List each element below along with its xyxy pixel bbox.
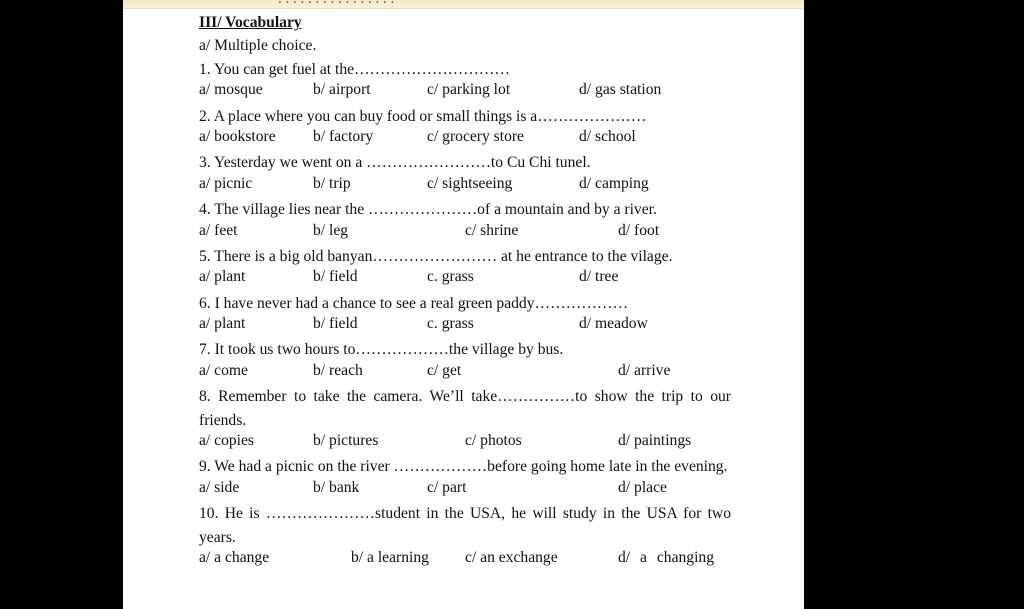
option-c: c. grass: [427, 315, 474, 333]
option-c: c/ an exchange: [465, 549, 558, 567]
question-4-options: [199, 222, 731, 245]
option-a: a/ mosque: [199, 81, 263, 99]
option-a: a/ a change: [199, 549, 270, 567]
question-10-text: 10. He is …………………student in the USA, he will study in the USA for two years.: [199, 505, 731, 546]
option-b: b/ airport: [313, 81, 371, 99]
option-d: d/ tree: [579, 268, 619, 286]
question-3-options: [199, 175, 731, 198]
option-b: b/ pictures: [313, 432, 379, 450]
option-a: a/ plant: [199, 315, 246, 333]
question-5-options: [199, 268, 731, 291]
option-c: c/ shrine: [465, 221, 519, 239]
option-c: c. grass: [427, 268, 474, 286]
option-d: d/ foot: [618, 221, 660, 239]
page-top-edge: [123, 0, 804, 9]
option-c: c/ photos: [465, 432, 522, 450]
option-b: b/ trip: [313, 174, 351, 192]
question-10-options: [199, 549, 731, 572]
option-b: b/ factory: [313, 127, 374, 145]
option-a: a/ plant: [199, 268, 246, 286]
question-9-text: 9. We had a picnic on the river ………………before going home late in the evening.: [199, 458, 728, 476]
option-d: d/ school: [579, 127, 636, 145]
option-a: a/ feet: [199, 221, 238, 239]
option-c: c/ grocery store: [427, 127, 524, 145]
section-title: III/ Vocabulary: [199, 14, 302, 31]
option-d: d/ camping: [579, 174, 649, 192]
question-1-text: 1. You can get fuel at the…………………………: [199, 60, 510, 78]
option-c: c/ parking lot: [427, 81, 511, 99]
question-8-text: 8. Remember to take the camera. We’ll take……………to show the trip to our friends.: [199, 388, 731, 429]
document-page: [123, 0, 804, 609]
option-b: b/ leg: [313, 221, 349, 239]
question-2-options: [199, 128, 731, 151]
option-b: b/ field: [313, 315, 358, 333]
option-a: a/ copies: [199, 432, 254, 450]
option-c: c/ sightseeing: [427, 174, 513, 192]
question-3-text: 3. Yesterday we went on a ……………………to Cu Chi tunel.: [199, 154, 591, 172]
question-5-text: 5. There is a big old banyan…………………… at he entrance to the vilage.: [199, 247, 673, 265]
option-d: d/ meadow: [579, 315, 648, 333]
question-8-options: [199, 432, 731, 455]
option-a: a/ side: [199, 478, 240, 496]
question-7-options: [199, 362, 731, 385]
option-d: d/ paintings: [618, 432, 692, 450]
option-b: b/ a learning: [351, 549, 429, 567]
worksheet-content: [199, 11, 731, 572]
header-fragment: [278, 0, 394, 8]
option-d: d/ gas station: [579, 81, 662, 99]
question-6-text: 6. I have never had a chance to see a real green paddy………………: [199, 294, 629, 312]
option-c: c/ get: [427, 361, 462, 379]
option-c: c/ part: [427, 478, 467, 496]
option-d: d/ arrive: [618, 361, 671, 379]
question-6-options: [199, 315, 731, 338]
option-d: d/ a changing: [618, 549, 715, 567]
question-4-text: 4. The village lies near the …………………of a mountain and by a river.: [199, 201, 657, 219]
option-a: a/ picnic: [199, 174, 253, 192]
option-b: b/ bank: [313, 478, 360, 496]
option-a: a/ bookstore: [199, 127, 276, 145]
option-d: d/ place: [618, 478, 667, 496]
question-9-options: [199, 479, 731, 502]
subsection-label: a/ Multiple choice.: [199, 37, 317, 55]
option-b: b/ field: [313, 268, 358, 286]
question-7-text: 7. It took us two hours to………………the village by bus.: [199, 341, 564, 359]
option-a: a/ come: [199, 361, 248, 379]
question-2-text: 2. A place where you can buy food or small things is a…………………: [199, 107, 647, 125]
option-b: b/ reach: [313, 361, 363, 379]
question-1-options: [199, 81, 731, 104]
